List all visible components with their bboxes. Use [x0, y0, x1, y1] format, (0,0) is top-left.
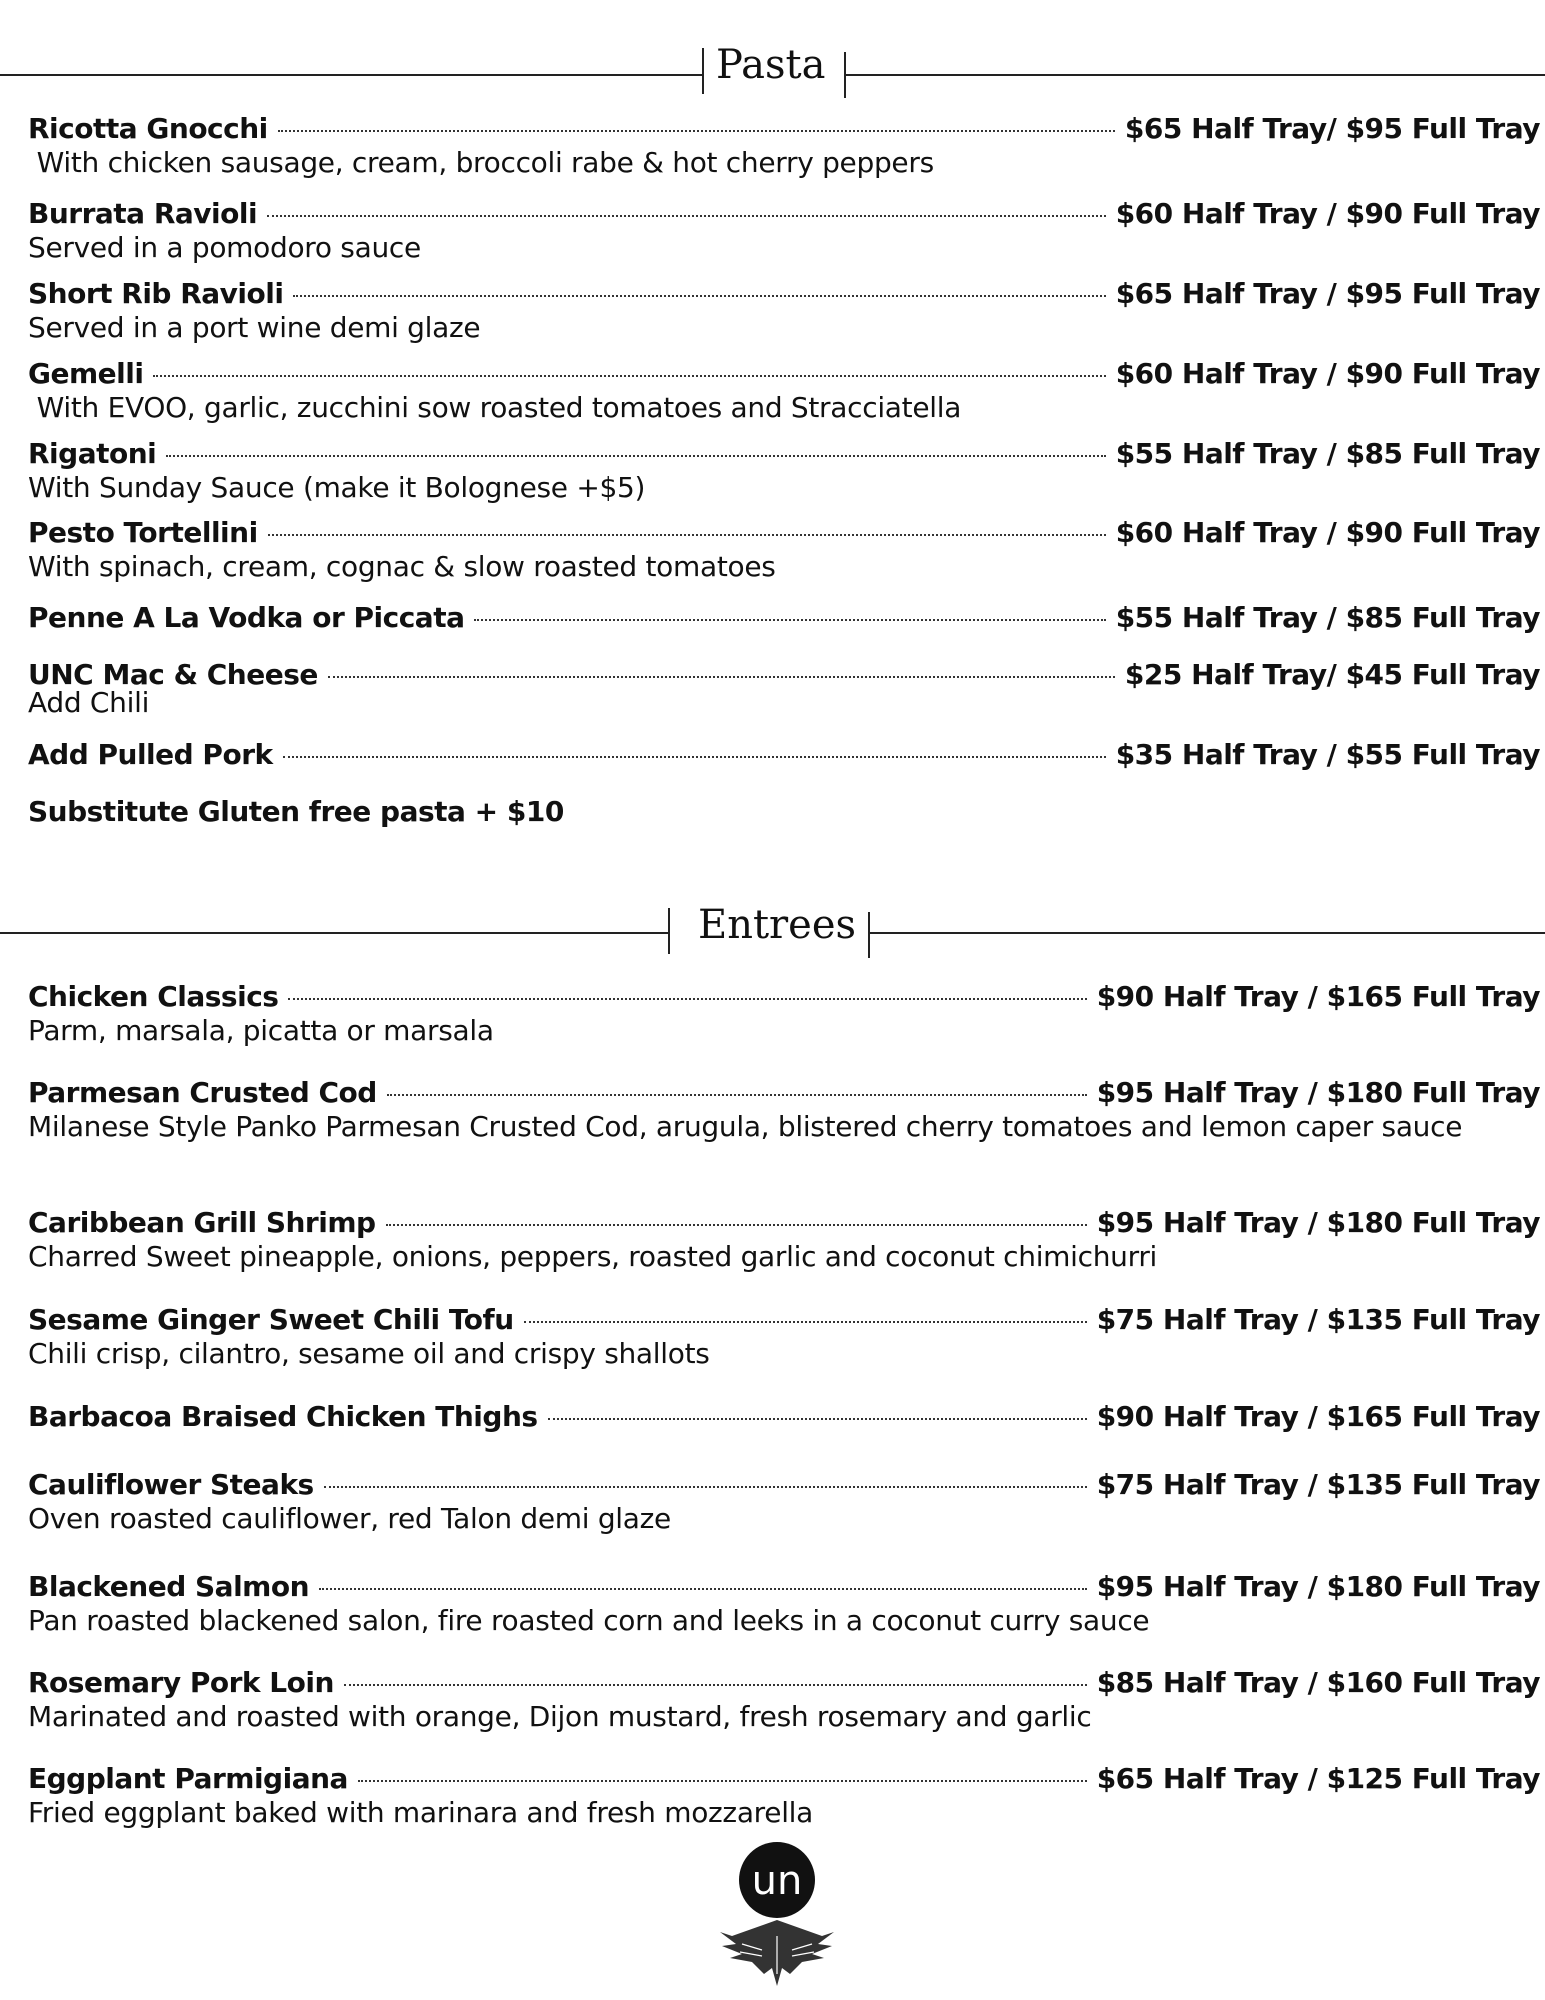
item-name: Eggplant Parmigiana [28, 1762, 348, 1795]
item-price: $65 Half Tray / $95 Full Tray [1115, 277, 1540, 310]
item-description: Pan roasted blackened salon, fire roasted corn and leeks in a coconut curry sauce [28, 1604, 1150, 1637]
menu-item [28, 1762, 1540, 1829]
item-price: $85 Half Tray / $160 Full Tray [1096, 1666, 1540, 1699]
item-description: Served in a pomodoro sauce [28, 231, 421, 264]
menu-item [28, 1303, 1540, 1370]
dot-leader [474, 619, 1105, 621]
dot-leader [267, 215, 1106, 217]
item-price: $90 Half Tray / $165 Full Tray [1096, 1400, 1540, 1433]
item-name: Caribbean Grill Shrimp [28, 1206, 376, 1239]
menu-item [28, 277, 1540, 344]
dot-leader [548, 1418, 1087, 1420]
dot-leader [153, 375, 1105, 377]
item-name: Parmesan Crusted Cod [28, 1076, 377, 1109]
pasta-section-header [0, 42, 1545, 98]
entrees-title: Entrees [698, 902, 857, 948]
menu-item [28, 1206, 1540, 1273]
menu-item [28, 980, 1540, 1047]
dot-leader [288, 998, 1086, 1000]
item-name: Cauliflower Steaks [28, 1468, 314, 1501]
item-description: Served in a port wine demi glaze [28, 311, 481, 344]
menu-item [28, 658, 1540, 719]
dot-leader [278, 130, 1115, 132]
item-name: Rigatoni [28, 437, 157, 470]
item-description: Add Chili [28, 686, 150, 719]
item-price: $55 Half Tray / $85 Full Tray [1115, 601, 1540, 634]
menu-item [28, 516, 1540, 583]
gluten-free-note: Substitute Gluten free pasta + $10 [28, 795, 564, 828]
item-name: Burrata Ravioli [28, 197, 258, 230]
menu-item [28, 1570, 1540, 1637]
dot-leader [268, 534, 1106, 536]
item-description: Oven roasted cauliflower, red Talon demi glaze [28, 1502, 671, 1535]
header-rule-left [0, 74, 702, 76]
item-description: Chili crisp, cilantro, sesame oil and crispy shallots [28, 1337, 710, 1370]
dot-leader [387, 1094, 1087, 1096]
item-name: Pesto Tortellini [28, 516, 258, 549]
item-price: $35 Half Tray / $55 Full Tray [1115, 738, 1540, 771]
item-name: Gemelli [28, 357, 144, 390]
item-name: UNC Mac & Cheese [28, 658, 318, 691]
item-price: $75 Half Tray / $135 Full Tray [1096, 1303, 1540, 1336]
item-description: With Sunday Sauce (make it Bolognese +$5) [28, 471, 646, 504]
item-name: Chicken Classics [28, 980, 279, 1013]
item-price: $95 Half Tray / $180 Full Tray [1096, 1076, 1540, 1109]
item-price: $55 Half Tray / $85 Full Tray [1115, 437, 1540, 470]
item-price: $65 Half Tray / $125 Full Tray [1096, 1762, 1540, 1795]
item-description: With EVOO, garlic, zucchini sow roasted tomatoes and Stracciatella [28, 391, 962, 424]
item-name: Add Pulled Pork [28, 738, 273, 771]
item-description: With spinach, cream, cognac & slow roasted tomatoes [28, 550, 776, 583]
item-description: Marinated and roasted with orange, Dijon mustard, fresh rosemary and garlic [28, 1700, 1092, 1733]
dot-leader [166, 455, 1105, 457]
eagle-logo-icon [712, 1840, 842, 1990]
header-rule-right [846, 74, 1545, 76]
item-price: $95 Half Tray / $180 Full Tray [1096, 1206, 1540, 1239]
item-name: Rosemary Pork Loin [28, 1666, 334, 1699]
menu-item [28, 357, 1540, 424]
dot-leader [386, 1224, 1087, 1226]
dot-leader [358, 1780, 1087, 1782]
menu-item [28, 197, 1540, 264]
dot-leader [324, 1486, 1087, 1488]
header-tick-left [668, 908, 670, 954]
item-description: With chicken sausage, cream, broccoli rabe & hot cherry peppers [28, 146, 934, 179]
item-price: $95 Half Tray / $180 Full Tray [1096, 1570, 1540, 1603]
item-name: Short Rib Ravioli [28, 277, 284, 310]
dot-leader [283, 756, 1106, 758]
entrees-section-header [0, 902, 1545, 958]
header-tick-right [868, 912, 870, 958]
item-description: Milanese Style Panko Parmesan Crusted Cod, arugula, blistered cherry tomatoes and lemon caper sauce [28, 1110, 1463, 1143]
dot-leader [524, 1321, 1087, 1323]
menu-item [28, 738, 1540, 772]
header-tick-left [702, 48, 704, 94]
item-price: $25 Half Tray/ $45 Full Tray [1124, 658, 1540, 691]
restaurant-logo [712, 1840, 842, 1990]
item-name: Penne A La Vodka or Piccata [28, 601, 465, 634]
item-description: Fried eggplant baked with marinara and fresh mozzarella [28, 1796, 814, 1829]
pasta-title: Pasta [716, 42, 826, 88]
menu-item [28, 1666, 1540, 1733]
item-price: $60 Half Tray / $90 Full Tray [1115, 516, 1540, 549]
item-price: $60 Half Tray / $90 Full Tray [1115, 357, 1540, 390]
menu-item [28, 601, 1540, 635]
item-name: Ricotta Gnocchi [28, 112, 268, 145]
item-description: Parm, marsala, picatta or marsala [28, 1014, 494, 1047]
item-name: Barbacoa Braised Chicken Thighs [28, 1400, 538, 1433]
dot-leader [319, 1588, 1087, 1590]
menu-item [28, 1076, 1540, 1143]
item-price: $65 Half Tray/ $95 Full Tray [1124, 112, 1540, 145]
item-price: $60 Half Tray / $90 Full Tray [1115, 197, 1540, 230]
item-price: $75 Half Tray / $135 Full Tray [1096, 1468, 1540, 1501]
dot-leader [293, 295, 1105, 297]
header-rule-right [870, 932, 1545, 934]
menu-item [28, 1468, 1540, 1535]
menu-item [28, 1400, 1540, 1434]
menu-item [28, 437, 1540, 504]
logo-text: un [751, 1858, 803, 1904]
item-price: $90 Half Tray / $165 Full Tray [1096, 980, 1540, 1013]
dot-leader [328, 676, 1115, 678]
item-name: Blackened Salmon [28, 1570, 310, 1603]
dot-leader [344, 1684, 1087, 1686]
menu-item [28, 112, 1540, 179]
item-name: Sesame Ginger Sweet Chili Tofu [28, 1303, 514, 1336]
header-rule-left [0, 932, 668, 934]
item-description: Charred Sweet pineapple, onions, peppers, roasted garlic and coconut chimichurri [28, 1240, 1158, 1273]
